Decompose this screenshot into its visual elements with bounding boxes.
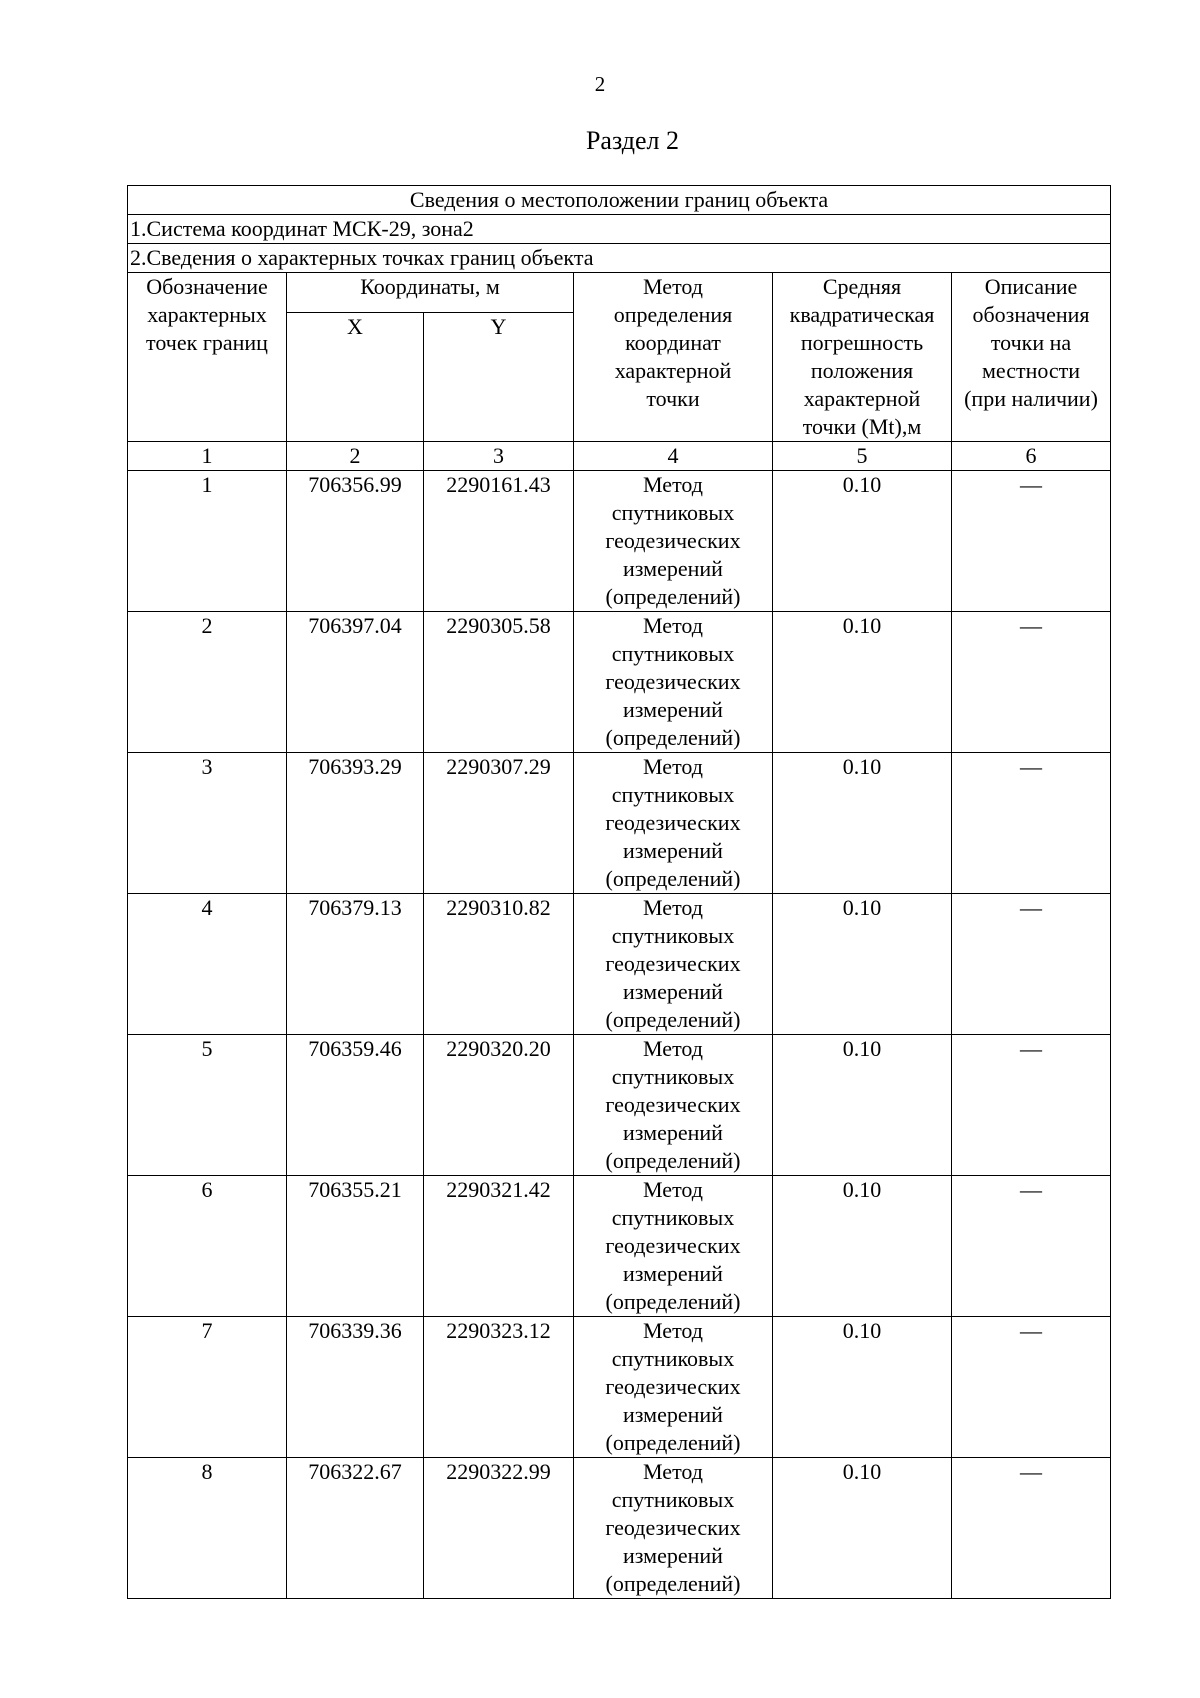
description-cell: — bbox=[952, 1035, 1111, 1176]
column-number: 6 bbox=[952, 442, 1111, 471]
column-number: 2 bbox=[287, 442, 424, 471]
description-cell: — bbox=[952, 894, 1111, 1035]
x-coordinate-cell: 706322.67 bbox=[287, 1458, 424, 1599]
header-error: Средняя квадратическая погрешность положения характерной точки (Mt),м bbox=[773, 273, 952, 442]
column-number: 5 bbox=[773, 442, 952, 471]
mt-error-cell: 0.10 bbox=[773, 1035, 952, 1176]
table-row bbox=[128, 1035, 1111, 1176]
header-y: Y bbox=[424, 312, 574, 441]
x-coordinate-cell: 706393.29 bbox=[287, 753, 424, 894]
point-number-cell: 6 bbox=[128, 1176, 287, 1317]
method-cell: Метод спутниковых геодезических измерений (определений) bbox=[574, 1317, 773, 1458]
method-cell: Метод спутниковых геодезических измерений (определений) bbox=[574, 1458, 773, 1599]
description-cell: — bbox=[952, 471, 1111, 612]
mt-error-cell: 0.10 bbox=[773, 471, 952, 612]
method-cell: Метод спутниковых геодезических измерений (определений) bbox=[574, 753, 773, 894]
x-coordinate-cell: 706359.46 bbox=[287, 1035, 424, 1176]
y-coordinate-cell: 2290310.82 bbox=[424, 894, 574, 1035]
description-cell: — bbox=[952, 612, 1111, 753]
y-coordinate-cell: 2290322.99 bbox=[424, 1458, 574, 1599]
x-coordinate-cell: 706355.21 bbox=[287, 1176, 424, 1317]
point-number-cell: 5 bbox=[128, 1035, 287, 1176]
method-cell: Метод спутниковых геодезических измерений (определений) bbox=[574, 1035, 773, 1176]
mt-error-cell: 0.10 bbox=[773, 612, 952, 753]
x-coordinate-cell: 706379.13 bbox=[287, 894, 424, 1035]
column-number: 3 bbox=[424, 442, 574, 471]
mt-error-cell: 0.10 bbox=[773, 1317, 952, 1458]
column-number: 1 bbox=[128, 442, 287, 471]
point-number-cell: 1 bbox=[128, 471, 287, 612]
table-row bbox=[128, 1317, 1111, 1458]
description-cell: — bbox=[952, 1317, 1111, 1458]
y-coordinate-cell: 2290320.20 bbox=[424, 1035, 574, 1176]
description-cell: — bbox=[952, 1458, 1111, 1599]
table-row bbox=[128, 753, 1111, 894]
method-cell: Метод спутниковых геодезических измерений (определений) bbox=[574, 1176, 773, 1317]
mt-error-cell: 0.10 bbox=[773, 1458, 952, 1599]
y-coordinate-cell: 2290305.58 bbox=[424, 612, 574, 753]
y-coordinate-cell: 2290323.12 bbox=[424, 1317, 574, 1458]
boundary-points-table bbox=[127, 185, 1111, 1599]
method-cell: Метод спутниковых геодезических измерений (определений) bbox=[574, 471, 773, 612]
coordinate-system-row: 1.Система координат МСК-29, зона2 bbox=[128, 215, 1111, 244]
table-row bbox=[128, 1176, 1111, 1317]
table-row bbox=[128, 612, 1111, 753]
point-number-cell: 2 bbox=[128, 612, 287, 753]
table-row bbox=[128, 894, 1111, 1035]
x-coordinate-cell: 706356.99 bbox=[287, 471, 424, 612]
point-number-cell: 7 bbox=[128, 1317, 287, 1458]
header-method: Метод определения координат характерной точки bbox=[574, 273, 773, 442]
table-row bbox=[128, 1458, 1111, 1599]
description-cell: — bbox=[952, 1176, 1111, 1317]
y-coordinate-cell: 2290161.43 bbox=[424, 471, 574, 612]
header-description: Описание обозначения точки на местности (при наличии) bbox=[952, 273, 1111, 442]
header-x: X bbox=[287, 312, 424, 441]
column-numbers-row bbox=[128, 442, 1111, 471]
point-number-cell: 4 bbox=[128, 894, 287, 1035]
x-coordinate-cell: 706397.04 bbox=[287, 612, 424, 753]
point-number-cell: 3 bbox=[128, 753, 287, 894]
description-cell: — bbox=[952, 753, 1111, 894]
method-cell: Метод спутниковых геодезических измерений (определений) bbox=[574, 894, 773, 1035]
mt-error-cell: 0.10 bbox=[773, 753, 952, 894]
method-cell: Метод спутниковых геодезических измерений (определений) bbox=[574, 612, 773, 753]
point-number-cell: 8 bbox=[128, 1458, 287, 1599]
header-designation: Обозначение характерных точек границ bbox=[128, 273, 287, 442]
y-coordinate-cell: 2290307.29 bbox=[424, 753, 574, 894]
column-number: 4 bbox=[574, 442, 773, 471]
y-coordinate-cell: 2290321.42 bbox=[424, 1176, 574, 1317]
x-coordinate-cell: 706339.36 bbox=[287, 1317, 424, 1458]
mt-error-cell: 0.10 bbox=[773, 1176, 952, 1317]
header-coordinates: Координаты, м bbox=[287, 273, 574, 313]
table-caption: Сведения о местоположении границ объекта bbox=[128, 186, 1111, 215]
page-number: 2 bbox=[594, 72, 606, 96]
mt-error-cell: 0.10 bbox=[773, 894, 952, 1035]
section-title: Раздел 2 bbox=[585, 126, 680, 155]
points-info-row: 2.Сведения о характерных точках границ объекта bbox=[128, 244, 1111, 273]
table-row bbox=[128, 471, 1111, 612]
